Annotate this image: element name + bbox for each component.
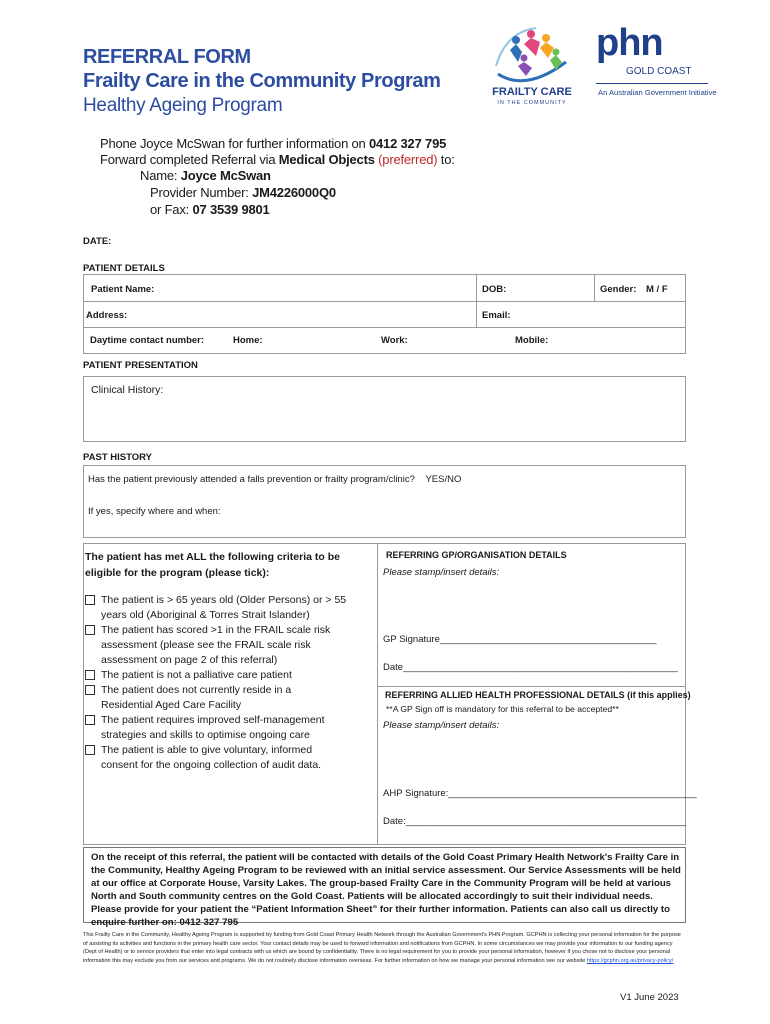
frailty-care-logo: [486, 22, 578, 108]
frailty-care-emblem-icon: [486, 22, 578, 86]
criteria-text: The patient does not currently reside in a: [101, 684, 292, 696]
daytime-contact-label: Daytime contact number:: [90, 335, 205, 346]
criteria-heading-line-2: eligible for the program (please tick):: [85, 567, 270, 579]
provider-label: Provider Number:: [150, 185, 253, 200]
provider-line: [150, 185, 336, 201]
gp-date-field[interactable]: Date____________________________________________________: [383, 662, 678, 673]
criteria-text: The patient is able to give voluntary, informed: [101, 744, 313, 756]
criteria-text: The patient is > 65 years old (Older Persons) or > 55: [101, 594, 347, 606]
ahp-stamp-prompt: Please stamp/insert details:: [383, 720, 500, 731]
criteria-item[interactable]: [85, 593, 370, 623]
date-label: DATE:: [83, 236, 112, 247]
name-value: Joyce McSwan: [180, 168, 271, 183]
phn-wordmark: phn: [596, 22, 663, 64]
past-history-question-text: Has the patient previously attended a falls prevention or frailty program/clinic?: [88, 474, 415, 485]
email-label: Email:: [482, 310, 511, 321]
mobile-phone-label: Mobile:: [515, 335, 549, 346]
frailty-care-subname: IN THE COMMUNITY: [497, 100, 567, 106]
criteria-item[interactable]: [85, 623, 370, 668]
gender-options[interactable]: M / F: [646, 284, 668, 295]
phn-tagline: An Australian Government Initiative: [598, 88, 717, 97]
ahp-section-divider: [377, 686, 686, 687]
patient-row-divider-1: [83, 301, 686, 302]
criteria-item[interactable]: [85, 743, 370, 773]
fax-label: or Fax:: [150, 202, 193, 217]
past-history-specify: If yes, specify where and when:: [88, 506, 221, 517]
fax-line: [150, 202, 270, 218]
tick-checkbox[interactable]: [85, 595, 95, 605]
referring-gp-heading: REFERRING GP/ORGANISATION DETAILS: [386, 550, 567, 560]
notice-text: On the receipt of this referral, the patient will be contacted with details of the Gold Coast Primary Health Network's Frailty Care in the Community, Healthy Ageing Program to be reviewed with an initial service assessment. Our Service Assessments will be held at our office at Corporate House, Varsity Lakes. The group-based Frailty Care in the Community Program will be held at various North and South community centres on the Gold Coast. Patients will be allocated accordingly to suit their individual needs. Please provide for your patient the “Patient Information Sheet” for their further information. Patients can also call us directly to enquire further on: 0412 327 795: [91, 852, 681, 928]
criteria-text: The patient is not a palliative care patient: [101, 669, 292, 681]
home-phone-label: Home:: [233, 335, 263, 346]
criteria-heading: [85, 549, 340, 581]
phone-number: 0412 327 795: [369, 136, 447, 151]
phn-divider: [596, 83, 708, 84]
criteria-text: The patient requires improved self-management: [101, 714, 325, 726]
forward-line: [100, 152, 455, 168]
patient-presentation-heading: PATIENT PRESENTATION: [83, 360, 198, 371]
criteria-column-divider: [377, 543, 378, 845]
name-label: Name:: [140, 168, 181, 183]
criteria-text: strategies and skills to optimise ongoing care: [101, 729, 310, 741]
clinical-history-label: Clinical History:: [91, 384, 164, 396]
privacy-text: This Frailty Care in the Community, Healthy Ageing Program is supported by funding from Gold Coast Primary Health Network through the Australian Government's PHN Program. GCPHN is collecting your personal information for the purpose of assisting its activities and functions in the primary health care sector. Your contact details may be used to forward information and notifications from GCPHN. In some circumstances we may provide your information to our funding agency (Dept of Health) or to service providers that enter into legal contracts with us which are bound by confidentiality. There is no legal requirement for you to provide your personal information, however if you chose not to disclose your personal information this may exclude you from our services and programs. We do not routinely disclose information overseas. For further information on how we manage your personal information see our website: [83, 932, 681, 964]
tick-checkbox[interactable]: [85, 685, 95, 695]
patient-row-divider-2: [83, 327, 686, 328]
ahp-signature-field[interactable]: AHP Signature:_______________________________________________: [383, 788, 697, 799]
forward-text: Forward completed Referral via: [100, 152, 279, 167]
tick-checkbox[interactable]: [85, 625, 95, 635]
criteria-item[interactable]: [85, 713, 370, 743]
yes-no-options[interactable]: YES/NO: [425, 474, 462, 485]
criteria-text: Residential Aged Care Facility: [101, 699, 242, 711]
criteria-item[interactable]: [85, 668, 370, 683]
version-label: V1 June 2023: [620, 992, 679, 1003]
criteria-text: assessment on page 2 of this referral): [101, 654, 278, 666]
criteria-text: The patient has scored >1 in the FRAIL scale risk: [101, 624, 331, 636]
patient-details-heading: PATIENT DETAILS: [83, 263, 165, 274]
criteria-item[interactable]: [85, 683, 370, 713]
preferred-tag: (preferred): [378, 152, 438, 167]
ahp-date-field[interactable]: Date:_____________________________________________________: [383, 816, 686, 827]
privacy-footer: [83, 931, 686, 965]
gp-signature-field[interactable]: GP Signature_________________________________________: [383, 634, 657, 645]
tick-checkbox[interactable]: [85, 715, 95, 725]
forward-to: to:: [437, 152, 455, 167]
clinical-history-box[interactable]: [83, 376, 686, 442]
program-subtitle: Healthy Ageing Program: [83, 95, 283, 116]
forward-method: Medical Objects: [278, 152, 375, 167]
work-phone-label: Work:: [381, 335, 408, 346]
privacy-policy-link[interactable]: https://gcphn.org.au/privacy-policy/: [586, 957, 674, 964]
patient-col-divider-1: [476, 274, 477, 327]
criteria-text: assessment (please see the FRAIL scale risk: [101, 639, 311, 651]
gp-stamp-prompt: Please stamp/insert details:: [383, 567, 500, 578]
patient-col-divider-2: [594, 274, 595, 301]
program-title: Frailty Care in the Community Program: [83, 70, 441, 92]
gender-label: Gender:: [600, 284, 637, 295]
criteria-text: years old (Aboriginal & Torres Strait Islander): [101, 609, 310, 621]
dob-label: DOB:: [482, 284, 507, 295]
phone-text: Phone Joyce McSwan for further information on: [100, 136, 369, 151]
patient-name-label: Patient Name:: [91, 284, 155, 295]
frailty-care-name: FRAILTY CARE: [492, 86, 572, 98]
address-label: Address:: [86, 310, 128, 321]
past-history-heading: PAST HISTORY: [83, 452, 152, 463]
criteria-text: consent for the ongoing collection of audit data.: [101, 759, 322, 771]
name-line: [140, 168, 271, 184]
tick-checkbox[interactable]: [85, 745, 95, 755]
phn-gold-coast-logo: [596, 22, 717, 104]
ahp-mandatory-note: **A GP Sign off is mandatory for this referral to be accepted**: [386, 704, 619, 714]
tick-checkbox[interactable]: [85, 670, 95, 680]
fax-number: 07 3539 9801: [192, 202, 270, 217]
provider-number: JM4226000Q0: [252, 185, 336, 200]
phn-gold-coast-label: GOLD COAST: [626, 66, 692, 77]
referring-ahp-heading: REFERRING ALLIED HEALTH PROFESSIONAL DETAILS (if this applies): [385, 690, 691, 700]
form-title: REFERRAL FORM: [83, 46, 251, 68]
past-history-question: [88, 474, 461, 485]
criteria-heading-line-1: The patient has met ALL the following criteria to be: [85, 551, 340, 563]
phone-line: [100, 136, 446, 152]
